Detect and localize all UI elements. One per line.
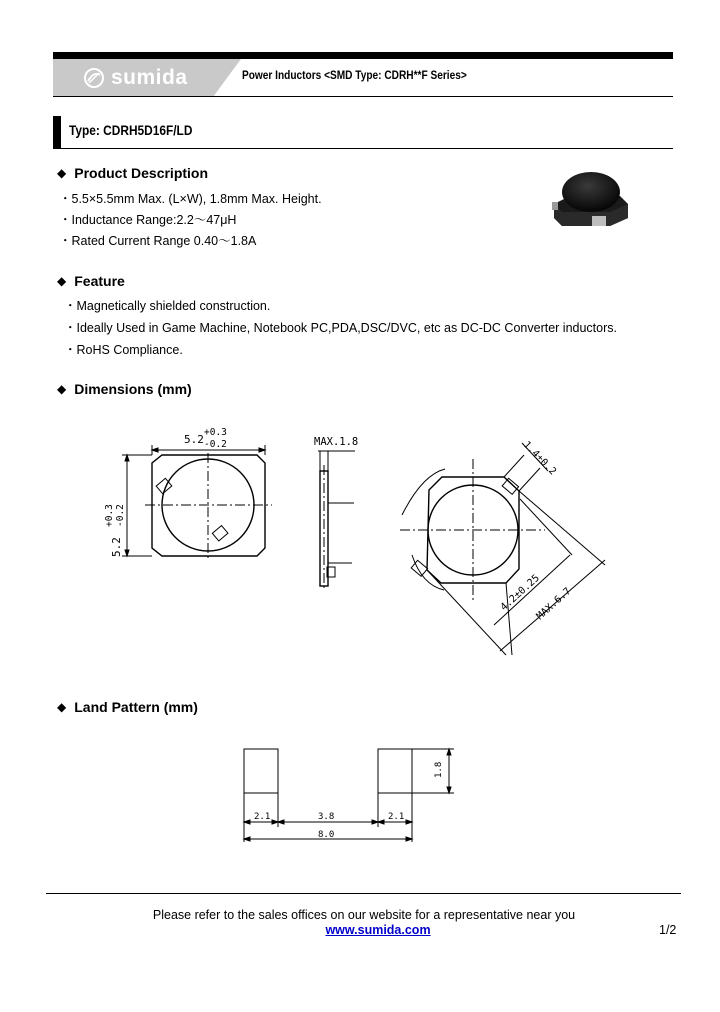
sumida-logo-icon <box>83 67 105 89</box>
dim-height-tol-plus: +0.3 <box>104 504 115 527</box>
left-pad <box>244 749 278 793</box>
product-type-title: Type: CDRH5D16F/LD <box>69 122 193 138</box>
diamond-bullet-icon: ◆ <box>57 166 67 180</box>
land-pattern-heading <box>57 699 198 715</box>
footer-divider <box>46 893 681 894</box>
section-title: Feature <box>74 273 125 289</box>
section-title: Product Description <box>74 165 209 181</box>
footer-note: Please refer to the sales offices on our website for a representative near you <box>152 908 576 922</box>
land-pad-height: 1.8 <box>434 761 444 778</box>
land-pad-width-right: 2.1 <box>388 812 405 822</box>
page-header-title: Power Inductors <SMD Type: CDRH**F Series> <box>242 70 467 82</box>
dimensions-drawing <box>100 415 640 675</box>
land-pad-width-left: 2.1 <box>254 812 271 822</box>
dim-width-tol-minus: -0.2 <box>204 439 227 450</box>
description-item: ・Inductance Range:2.2～47μH <box>59 213 237 227</box>
feature-heading <box>57 273 125 289</box>
dim-height-tol-minus: -0.2 <box>115 504 126 527</box>
header-divider <box>53 96 673 97</box>
dim-max-height: MAX.1.8 <box>314 436 359 448</box>
dim-width-tol-plus: +0.3 <box>204 427 227 438</box>
land-gap: 3.8 <box>318 812 335 822</box>
section-title: Dimensions (mm) <box>74 381 192 397</box>
website-link[interactable]: www.sumida.com <box>325 923 431 937</box>
brand-name: sumida <box>111 66 188 89</box>
product-description-heading <box>57 165 208 181</box>
header-top-bar <box>53 52 673 59</box>
right-pad <box>378 749 412 793</box>
sumida-logo <box>83 64 188 92</box>
page-number: 1/2 <box>659 923 677 937</box>
type-marker-bar <box>53 116 61 148</box>
dim-max-diagonal: MAX.6.7 <box>534 585 574 623</box>
feature-item: ・Ideally Used in Game Machine, Notebook PC,PDA,DSC/DVC, etc as DC-DC Converter inductors. <box>64 321 617 335</box>
section-title: Land Pattern (mm) <box>74 699 198 715</box>
diamond-bullet-icon: ◆ <box>57 274 67 288</box>
diamond-bullet-icon: ◆ <box>57 700 67 714</box>
dim-height-value: 5.2 <box>110 537 123 557</box>
diamond-bullet-icon: ◆ <box>57 382 67 396</box>
feature-item: ・RoHS Compliance. <box>64 343 183 357</box>
description-item: ・5.5×5.5mm Max. (L×W), 1.8mm Max. Height. <box>59 192 322 206</box>
dim-width-value: 5.2 <box>184 433 204 446</box>
land-total-width: 8.0 <box>318 830 335 840</box>
dim-terminal-width: 1.4±0.2 <box>520 439 559 478</box>
description-item: ・Rated Current Range 0.40～1.8A <box>59 234 257 248</box>
dimensions-heading <box>57 381 192 397</box>
inductor-product-photo <box>548 166 634 238</box>
feature-item: ・Magnetically shielded construction. <box>64 299 271 313</box>
dim-body-diagonal: 4.2±0.25 <box>498 572 542 614</box>
land-pattern-drawing <box>236 742 460 846</box>
type-divider <box>53 148 673 149</box>
